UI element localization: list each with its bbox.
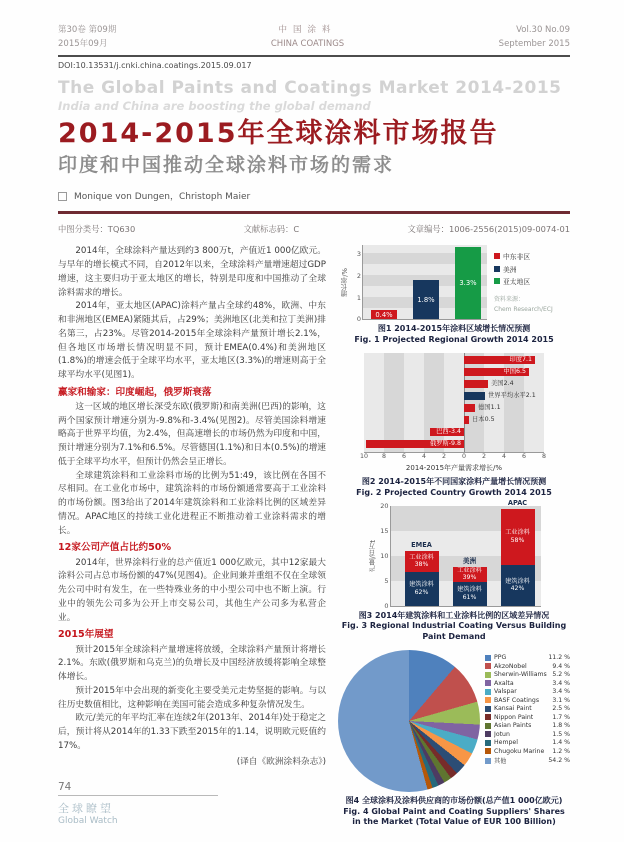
legend-label: 亚太地区 xyxy=(503,278,531,287)
fig2-bar xyxy=(464,380,488,388)
legend-swatch-icon xyxy=(485,740,491,746)
fig1-bar xyxy=(413,280,439,319)
fig3-industrial-segment xyxy=(405,551,439,572)
legend-share-value: 1.7 % xyxy=(552,713,570,721)
fig2-x-tick: 4 xyxy=(501,452,507,460)
segment-series-label: 建筑涂料 xyxy=(505,577,530,585)
fig2-x-tick: 6 xyxy=(401,452,407,460)
article-meta-row xyxy=(58,223,570,239)
fig4-legend-item xyxy=(485,663,570,670)
fig4-pie xyxy=(338,650,480,792)
fig4-legend xyxy=(485,653,570,767)
title-block xyxy=(58,78,570,177)
fig1-source-note xyxy=(494,295,553,314)
legend-share-value: 5.2 % xyxy=(552,671,570,679)
paragraph: 欧元/美元的年平均汇率在连续2年(2013年、2014年)处于稳定之后，预计将从2014年的1.33下跌至2015年的1.14，说明欧元贬值约17%。 xyxy=(58,713,326,751)
paragraph: 这一区域的地区增长深受东欧(俄罗斯)和南美洲(巴西)的影响，这两个国家预计增速分别为-9.8%和-3.4%(见图2)。尽管美国涂料增速略高于世界平均值，为2.4%，但高速增长的市场仍然为印度和中国，预计增速分别为7.1%和6.5%。尽管德国(1.1%)和日本(0.5%)的增速低于全球平均水平，但预计仍然会呈正增长。 xyxy=(58,401,326,467)
fig3-y-tick: 15 xyxy=(380,526,389,535)
fig3-caption-zh: 图3 2014年建筑涂料和工业涂料比例的区域差异情况 xyxy=(358,610,550,620)
fig3-y-tick: 20 xyxy=(380,501,389,510)
fig2-x-tick: 10 xyxy=(359,452,369,460)
document-code: 文献标志码：C xyxy=(243,224,300,235)
fig2-bar-label: 德国1.1 xyxy=(478,404,501,412)
maroon-rule xyxy=(58,211,570,214)
fig3-caption xyxy=(338,611,570,643)
legend-swatch-icon xyxy=(485,748,491,754)
paragraph: 2014年，全球涂料产量达到约3 800万t，产值近1 000亿欧元。与早年的增长模式不同，自2012年以来，全球涂料产量增速超过GDP增速，这主要归功于亚太地区的增长，特别是印度和中国推动了全球涂料需求的增长。 xyxy=(58,246,326,298)
legend-share-value: 3.4 % xyxy=(552,679,570,687)
segment-percent-label: 42% xyxy=(510,585,525,592)
volume-issue-cn: 第30卷 第09期 xyxy=(58,25,117,35)
title-english-main: The Global Paints and Coatings Market 2014-2015 xyxy=(58,78,562,99)
legend-company-name: Chugoku Marine xyxy=(494,747,545,755)
fig4-caption xyxy=(338,796,570,828)
article-id: 文章编号：1006-2556(2015)09-0074-01 xyxy=(407,224,570,235)
fig1-side-panel xyxy=(494,249,553,315)
fig3-building-segment xyxy=(501,565,535,606)
fig1-caption xyxy=(338,324,570,346)
fig1-legend-item xyxy=(494,264,553,274)
fig2-bar-label: 俄罗斯-9.8 xyxy=(429,440,461,448)
text-column xyxy=(58,245,326,835)
fig1-y-tick: 0 xyxy=(356,315,361,324)
legend-company-name: Asian Paints xyxy=(494,722,532,730)
segment-series-label: 工业涂料 xyxy=(505,529,530,537)
segment-percent-label: 38% xyxy=(414,561,429,568)
fig4-legend-item xyxy=(485,671,570,678)
fig2-x-tick: 8 xyxy=(541,452,547,460)
legend-company-name: AkzoNobel xyxy=(494,662,527,670)
fig2-bar xyxy=(464,404,475,412)
segment-percent-label: 58% xyxy=(510,536,525,544)
legend-share-value: 1.2 % xyxy=(552,747,570,755)
segment-percent-label: 61% xyxy=(462,593,477,601)
legend-share-value: 54.2 % xyxy=(548,757,570,765)
paragraph: 2014年，亚太地区(APAC)涂料产量占全球约48%，欧洲、中东和非洲地区(EMEA)紧随其后，占29%；美洲地区(北美和拉丁美洲)排名第三，占23%。尽管2014-2015年全球涂料产量预计增长2.1%，但各地区市场增长情况明显不同，预计EMEA(0.4%)和美洲地区(1.8%)的增速会低于全球平均水平，亚太地区(3.3%)的增速则高于全球平均水平(见图1)。 xyxy=(58,301,326,381)
journal-name-en: CHINA COATINGS xyxy=(270,38,345,49)
legend-share-value: 9.4 % xyxy=(552,662,570,670)
segment-series-label: 工业涂料 xyxy=(409,553,434,561)
journal-name xyxy=(271,24,344,51)
legend-swatch-icon xyxy=(485,680,491,686)
fig1-legend-item xyxy=(494,251,553,261)
figure-1 xyxy=(338,245,570,346)
section-heading: 2015年展望 xyxy=(58,629,114,641)
fig2-x-tick: 2 xyxy=(481,452,487,460)
footer-rule xyxy=(58,795,218,796)
fig4-legend-item xyxy=(485,739,570,746)
legend-share-value: 1.8 % xyxy=(552,722,570,730)
page-number: 74 xyxy=(58,781,72,793)
fig3-industrial-segment xyxy=(453,567,487,582)
fig4-legend-item xyxy=(485,748,570,755)
fig2-bar-label: 世界平均水平2.1 xyxy=(488,392,536,400)
fig1-bar xyxy=(455,247,481,319)
fig1-y-tick: 2 xyxy=(356,271,361,280)
legend-label: 中东非区 xyxy=(503,253,531,262)
fig3-plot xyxy=(380,498,541,610)
legend-company-name: BASF Coatings xyxy=(494,696,540,704)
legend-company-name: Hempel xyxy=(494,739,518,747)
fig4-caption-en: Fig. 4 Global Paint and Coating Suppliers' Shares in the Market (Total Value of EUR 100 Billion) xyxy=(343,806,565,827)
fig3-y-tick: 5 xyxy=(384,576,389,585)
fig1-bar-value-label: 1.8% xyxy=(417,295,435,304)
fig3-caption-en: Fig. 3 Regional Industrial Coating Versus Building Paint Demand xyxy=(341,621,567,642)
legend-swatch-icon xyxy=(485,689,491,695)
fig4-legend-item xyxy=(485,680,570,687)
fig2-x-tick: 0 xyxy=(461,452,467,460)
journal-name-cn: 中国涂料 xyxy=(278,25,337,35)
segment-percent-label: 62% xyxy=(414,588,429,596)
title-english-sub: India and China are boosting the global demand xyxy=(58,99,371,114)
fig3-y-tick: 0 xyxy=(384,601,389,610)
legend-swatch-icon xyxy=(494,253,500,259)
header-rule xyxy=(58,55,570,57)
paragraph: 2014年，世界涂料行业的总产值近1 000亿欧元，其中12家最大涂料公司占总市场份额的47%(见图4)。企业间兼并重组不仅在全球领先公司中时有发生，在一些特殊业务的中小型公司中也不断上演。行业中的领先公司多为公开上市交易公司，其他生产公司多为私营企业。 xyxy=(58,557,326,623)
fig1-source-label: 资料来源： xyxy=(494,296,525,304)
legend-company-name: Kansai Paint xyxy=(494,705,532,713)
fig3-building-segment xyxy=(453,582,487,606)
section-heading: 12家公司产值占比约50% xyxy=(58,542,172,554)
fig4-legend-item xyxy=(485,688,570,695)
fig3-category-label: 美洲 xyxy=(462,556,477,565)
fig1-y-tick: 1 xyxy=(356,293,361,302)
legend-swatch-icon xyxy=(485,758,491,764)
fig1-bar xyxy=(371,310,397,319)
fig1-chart xyxy=(340,245,570,324)
legend-company-name: 其他 xyxy=(494,758,507,766)
clc-number: 中图分类号：TQ630 xyxy=(58,224,136,235)
segment-series-label: 建筑涂料 xyxy=(457,586,482,594)
fig1-legend-item xyxy=(494,276,553,286)
fig2-bar xyxy=(464,416,469,424)
fig1-y-axis-label: 增长率/% xyxy=(341,268,349,298)
date-cn: 2015年09月 xyxy=(58,38,108,49)
fig1-plot xyxy=(356,245,487,324)
legend-company-name: Nippon Paint xyxy=(494,713,534,721)
section-heading: 赢家和输家：印度崛起，俄罗斯衰落 xyxy=(58,386,212,398)
legend-swatch-icon xyxy=(485,697,491,703)
fig1-y-tick: 3 xyxy=(356,250,361,259)
legend-swatch-icon xyxy=(485,663,491,669)
legend-share-value: 3.4 % xyxy=(552,688,570,696)
fig4-legend-item xyxy=(485,756,570,765)
fig4-caption-zh: 图4 全球涂料及涂料供应商的市场份额(总产值1 000亿欧元) xyxy=(345,795,563,805)
page-title: 2014-2015年全球涂料市场报告 xyxy=(58,117,499,149)
fig1-source-text: Chem Research/ECJ xyxy=(494,305,553,313)
article-body xyxy=(58,245,570,835)
square-bullet-icon xyxy=(58,192,67,201)
figure-3 xyxy=(338,498,570,643)
paragraph: 全球建筑涂料和工业涂料市场的比例为51:49，该比例在各国不尽相同。在工业化市场中，建筑涂料的市场份额通常要高于工业涂料的市场份额。图3给出了2014年建筑涂料和工业涂料比例的区域差异情况。APAC地区的持续工业化进程正不断推动着工业涂料需求的增长。 xyxy=(58,470,326,536)
volume-issue-en: Vol.30 No.09 xyxy=(516,25,570,35)
fig4-legend-item xyxy=(485,705,570,712)
legend-share-value: 1.4 % xyxy=(552,739,570,747)
fig2-caption-zh: 图2 2014-2015年不同国家涂料产量增长情况预测 xyxy=(361,476,547,486)
figure-4 xyxy=(338,650,570,828)
legend-label: 美洲 xyxy=(503,265,517,274)
fig1-caption-en: Fig. 1 Projected Regional Growth 2014 2015 xyxy=(354,335,554,345)
legend-swatch-icon xyxy=(485,706,491,712)
segment-percent-label: 39% xyxy=(462,574,477,581)
paragraph: 预计2015年中会出现的新变化主要受美元走势坚挺的影响。与以往历史数值相比，这种影响在美国可能会造成多种复杂情况发生。 xyxy=(58,685,326,710)
legend-share-value: 1.5 % xyxy=(552,730,570,738)
fig2-chart xyxy=(359,353,547,473)
fig2-bar-label: 日本0.5 xyxy=(472,416,495,424)
legend-share-value: 2.5 % xyxy=(552,705,570,713)
fig4-legend-item xyxy=(485,697,570,704)
fig2-x-tick: 4 xyxy=(421,452,427,460)
fig2-plot xyxy=(364,353,544,453)
legend-swatch-icon xyxy=(485,672,491,678)
fig3-y-tick: 10 xyxy=(380,551,389,560)
translation-source: (译自《欧洲涂料杂志》) xyxy=(236,756,326,767)
date-en: September 2015 xyxy=(498,38,570,49)
fig4-legend-item xyxy=(485,731,570,738)
legend-company-name: Axalta xyxy=(494,679,514,687)
figure-2 xyxy=(338,353,570,499)
fig2-caption-en: Fig. 2 Projected Country Growth 2014 2015 xyxy=(356,487,552,497)
fig2-caption xyxy=(338,477,570,499)
header-volume-issue xyxy=(58,24,116,51)
legend-swatch-icon xyxy=(485,655,491,661)
fig3-y-axis-label: 产量/百万t xyxy=(368,539,377,573)
legend-company-name: Jotun xyxy=(494,730,510,738)
fig1-caption-zh: 图1 2014-2015年涂料区域增长情况预测 xyxy=(377,324,531,334)
figure-column xyxy=(338,245,570,835)
legend-share-value: 3.1 % xyxy=(552,696,570,704)
legend-swatch-icon xyxy=(485,714,491,720)
fig2-bar-label: 巴西-3.4 xyxy=(436,428,461,436)
segment-series-label: 建筑涂料 xyxy=(409,581,434,589)
fig1-legend xyxy=(494,251,553,286)
fig2-bar-label: 美国2.4 xyxy=(491,380,514,388)
legend-company-name: PPG xyxy=(494,654,507,662)
fig4-chart xyxy=(338,650,570,792)
legend-swatch-icon xyxy=(494,278,500,284)
journal-header xyxy=(58,24,570,51)
fig2-x-axis-label: 2014-2015年产量需求增长/% xyxy=(405,463,503,472)
legend-swatch-icon xyxy=(494,266,500,272)
legend-company-name: Sherwin-Williams xyxy=(494,671,547,679)
doi-line: DOI:10.13531/j.cnki.china.coatings.2015.09.017 xyxy=(58,61,252,71)
fig2-x-tick: 2 xyxy=(441,452,447,460)
fig2-x-tick: 8 xyxy=(381,452,387,460)
paragraph: 预计2015年全球涂料产量增速将放缓，全球涂料产量预计将增长2.1%。东欧(俄罗斯和乌克兰)的负增长及中国经济放缓将影响全球整体增长。 xyxy=(58,644,326,683)
legend-swatch-icon xyxy=(485,723,491,729)
header-volume-issue-en xyxy=(499,24,570,51)
fig3-building-segment xyxy=(405,572,439,606)
page-footer xyxy=(58,781,218,826)
fig2-bar-label: 印度7.1 xyxy=(509,356,532,364)
fig1-bar-value-label: 3.3% xyxy=(459,279,477,288)
fig2-x-tick: 6 xyxy=(521,452,527,460)
legend-company-name: Valspar xyxy=(494,688,517,696)
fig4-legend-item xyxy=(485,654,570,661)
legend-share-value: 11.2 % xyxy=(548,654,570,662)
page-subtitle: 印度和中国推动全球涂料市场的需求 xyxy=(58,153,395,176)
fig3-industrial-segment xyxy=(501,509,535,565)
fig4-legend-item xyxy=(485,714,570,721)
fig4-legend-item xyxy=(485,722,570,729)
author-line xyxy=(58,189,570,202)
fig3-category-label: EMEA xyxy=(411,540,432,549)
fig3-category-label: APAC xyxy=(507,498,528,507)
fig2-bar xyxy=(464,392,485,400)
fig1-bar-value-label: 0.4% xyxy=(375,310,393,319)
fig2-bar-label: 中国6.5 xyxy=(503,368,526,376)
fig3-chart xyxy=(338,498,570,610)
segment-series-label: 工业涂料 xyxy=(457,566,482,574)
legend-swatch-icon xyxy=(485,731,491,737)
column-name-zh: 全球瞭望 xyxy=(58,802,114,815)
column-name-en: Global Watch xyxy=(58,816,118,826)
author-names: Monique von Dungen，Christoph Maier xyxy=(74,192,251,203)
fig2-x-axis xyxy=(359,452,547,462)
